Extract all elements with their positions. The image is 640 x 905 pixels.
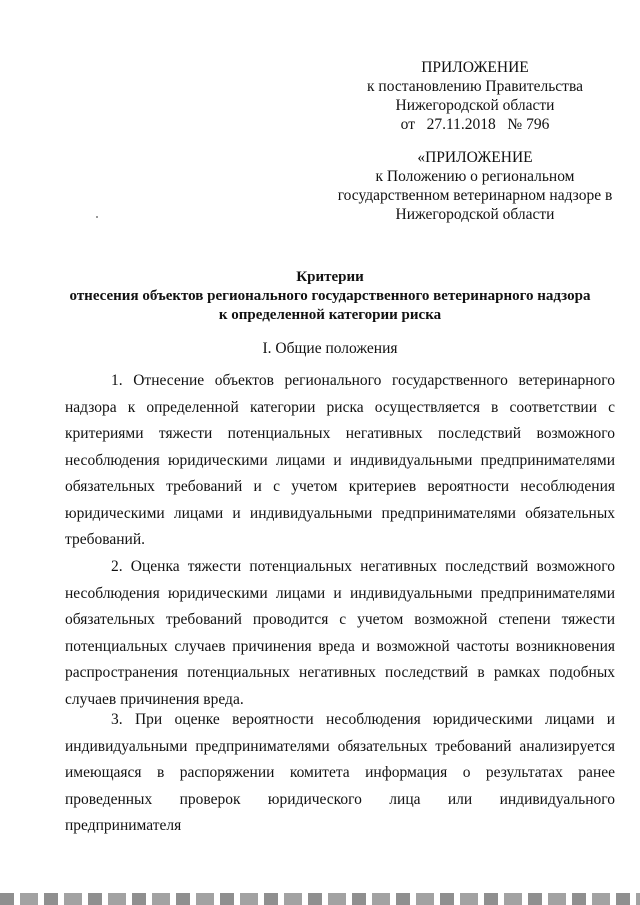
- annex-regulation-line: «ПРИЛОЖЕНИЕ: [417, 149, 533, 166]
- title-line: отнесения объектов регионального государственного ветеринарного надзора: [69, 288, 591, 304]
- document-title: [40, 268, 620, 325]
- paragraph-3: 3. При оценке вероятности несоблюдения юридическими лицами и индивидуальными предпринимателями обязательных требований анализируется имеющаяся в распоряжении комитета информация о результатах ранее проведенных проверок юридического лица или индивидуального предпринимателя: [65, 711, 615, 834]
- scan-speck: [96, 216, 98, 218]
- paragraph-2: 2. Оценка тяжести потенциальных негативных последствий возможного несоблюдения юридическими лицами и индивидуальными предпринимателями обязательных требований проводится с учетом возможной степени тяжести потенциальных случаев причинения вреда и возможной частоты возникновения распространения потенциальных негативных последствий в рамках подобных случаев причинения вреда.: [65, 558, 615, 708]
- scan-bottom-edge: [0, 893, 640, 905]
- annex-government-line: ПРИЛОЖЕНИЕ: [421, 59, 529, 76]
- annex-government-line: к постановлению Правительства: [367, 78, 583, 95]
- annex-regulation-line: государственном ветеринарном надзоре в: [337, 187, 613, 204]
- title-line: Критерии: [296, 269, 364, 285]
- paragraph-1: 1. Отнесение объектов регионального государственного ветеринарного надзора к определенной категории риска осуществляется в соответствии с критериями тяжести потенциальных негативных последствий возможного несоблюдения юридическими лицами и индивидуальными предпринимателями обязательных требований и с учетом критериев вероятности несоблюдения юридическими лицами и индивидуальными предпринимателями обязательных требований.: [65, 372, 615, 548]
- section-heading: I. Общие положения: [262, 340, 398, 357]
- annex-government-line: Нижегородской области: [395, 97, 555, 114]
- annex-government-block: [340, 58, 610, 134]
- annex-regulation-line: Нижегородской области: [395, 206, 555, 223]
- annex-regulation-line: к Положению о региональном: [375, 168, 575, 185]
- annex-regulation-block: [330, 148, 620, 224]
- annex-government-date-number: от 27.11.2018 № 796: [400, 116, 550, 133]
- title-line: к определенной категории риска: [218, 307, 442, 323]
